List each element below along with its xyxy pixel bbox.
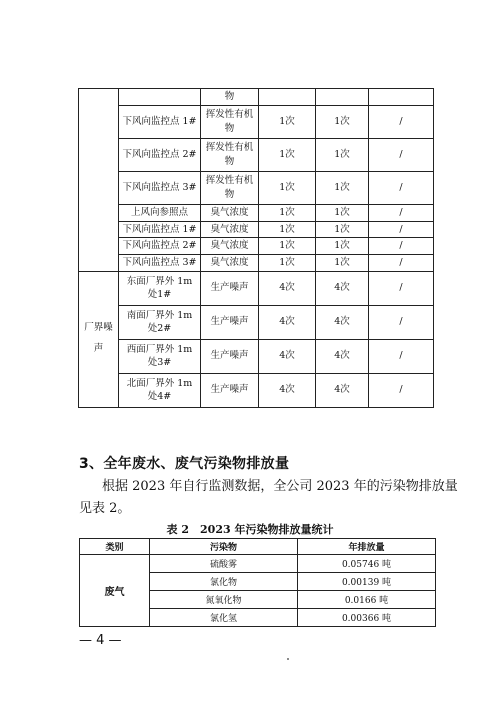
note-cell: / (369, 339, 434, 373)
item-cell: 生产噪声 (201, 271, 259, 305)
section-heading: 3、全年废水、废气污染物排放量 (79, 456, 290, 472)
amount-cell: 0.00366 吨 (298, 609, 436, 627)
point-cell: 下风向监控点 1# (119, 105, 201, 138)
item-cell: 臭气浓度 (201, 255, 259, 272)
note-cell: / (369, 171, 434, 204)
freq-cell: 1次 (316, 255, 369, 272)
freq-cell: 4次 (259, 305, 316, 339)
item-cell: 生产噪声 (201, 305, 259, 339)
freq-cell: 1次 (259, 171, 316, 204)
note-cell: / (369, 373, 434, 407)
table-row (79, 89, 434, 106)
freq-cell: 1次 (316, 171, 369, 204)
table-row (79, 305, 434, 339)
pollutant-cell: 氯化氢 (150, 609, 298, 627)
scan-speck (287, 658, 289, 660)
freq-cell: 1次 (259, 255, 316, 272)
amount-cell: 0.0166 吨 (298, 591, 436, 609)
paragraph-line: 根据 2023 年自行监测数据，全公司 2023 年的污染物排放量 (102, 479, 458, 494)
freq-cell: 1次 (316, 105, 369, 138)
note-cell: / (369, 305, 434, 339)
note-cell: / (369, 238, 434, 255)
pollutant-cell: 氯化物 (150, 573, 298, 591)
freq-cell (316, 89, 369, 106)
freq-cell: 4次 (316, 271, 369, 305)
point-cell: 下风向监控点 2# (119, 238, 201, 255)
note-cell: / (369, 204, 434, 221)
table-row (79, 238, 434, 255)
item-cell: 挥发性有机物 (201, 138, 259, 171)
table-row (79, 171, 434, 204)
item-cell: 臭气浓度 (201, 204, 259, 221)
freq-cell: 1次 (259, 138, 316, 171)
amount-cell: 0.00139 吨 (298, 573, 436, 591)
table-caption: 表 2 2023 年污染物排放量统计 (166, 523, 334, 536)
freq-cell: 1次 (316, 221, 369, 238)
note-cell: / (369, 105, 434, 138)
point-cell: 上风向参照点 (119, 204, 201, 221)
point-cell: 下风向监控点 2# (119, 138, 201, 171)
monitoring-table (78, 88, 434, 408)
point-cell (119, 89, 201, 106)
freq-cell: 1次 (259, 238, 316, 255)
item-cell: 挥发性有机物 (201, 105, 259, 138)
header-category: 类别 (80, 539, 150, 555)
point-cell: 下风向监控点 3# (119, 171, 201, 204)
noise-section-label: 厂界噪声 (79, 271, 119, 407)
note-cell (369, 89, 434, 106)
freq-cell: 4次 (316, 373, 369, 407)
point-cell: 东面厂界外 1m 处1# (119, 271, 201, 305)
freq-cell: 1次 (259, 204, 316, 221)
section-paragraph (79, 476, 458, 520)
point-cell: 北面厂界外 1m 处4# (119, 373, 201, 407)
freq-cell: 1次 (316, 138, 369, 171)
note-cell: / (369, 255, 434, 272)
table-row (79, 204, 434, 221)
note-cell: / (369, 221, 434, 238)
pollutant-cell: 硫酸雾 (150, 555, 298, 573)
table-row (79, 105, 434, 138)
emissions-table (79, 538, 436, 627)
freq-cell: 4次 (259, 271, 316, 305)
freq-cell: 4次 (316, 339, 369, 373)
item-cell: 臭气浓度 (201, 238, 259, 255)
item-cell: 生产噪声 (201, 339, 259, 373)
point-cell: 南面厂界外 1m 处2# (119, 305, 201, 339)
point-cell: 下风向监控点 3# (119, 255, 201, 272)
page-number: — 4 — (79, 633, 122, 648)
freq-cell: 1次 (259, 221, 316, 238)
note-cell: / (369, 271, 434, 305)
item-cell: 挥发性有机物 (201, 171, 259, 204)
header-amount: 年排放量 (298, 539, 436, 555)
item-cell: 生产噪声 (201, 373, 259, 407)
freq-cell: 4次 (316, 305, 369, 339)
item-cell: 物 (201, 89, 259, 106)
note-cell: / (369, 138, 434, 171)
freq-cell: 1次 (316, 204, 369, 221)
table-header-row (80, 539, 436, 555)
table-row (79, 221, 434, 238)
freq-cell: 1次 (259, 105, 316, 138)
point-cell: 下风向监控点 1# (119, 221, 201, 238)
table-row (80, 555, 436, 573)
table-row (79, 339, 434, 373)
section-cell (79, 89, 119, 272)
paragraph-line: 见表 2。 (79, 501, 131, 516)
table-row (79, 138, 434, 171)
freq-cell: 4次 (259, 373, 316, 407)
pollutant-cell: 氮氧化物 (150, 591, 298, 609)
freq-cell: 4次 (259, 339, 316, 373)
table-row (79, 255, 434, 272)
item-cell: 臭气浓度 (201, 221, 259, 238)
amount-cell: 0.05746 吨 (298, 555, 436, 573)
header-pollutant: 污染物 (150, 539, 298, 555)
table-row (79, 271, 434, 305)
category-cell: 废气 (80, 555, 150, 627)
table-row (79, 373, 434, 407)
freq-cell: 1次 (316, 238, 369, 255)
freq-cell (259, 89, 316, 106)
point-cell: 西面厂界外 1m 处3# (119, 339, 201, 373)
